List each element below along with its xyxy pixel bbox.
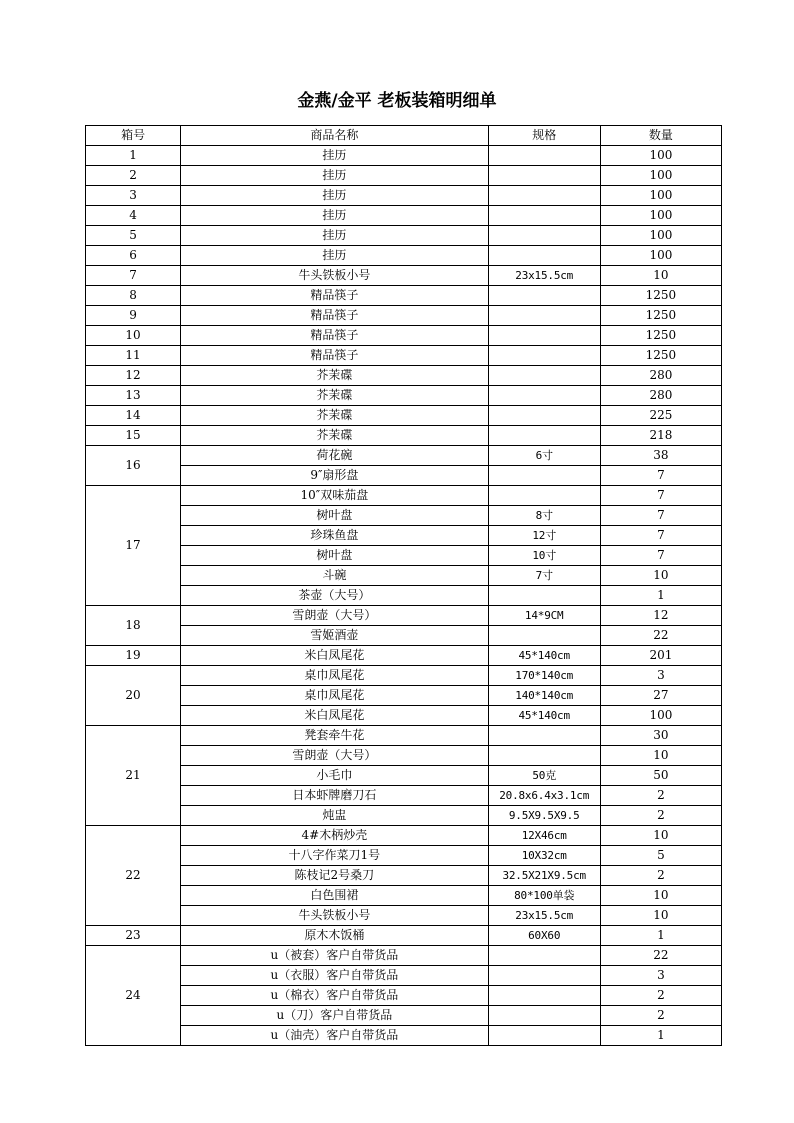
product-name-cell: 挂历	[181, 146, 488, 166]
quantity-cell: 10	[600, 266, 721, 286]
box-number-cell: 11	[86, 346, 181, 366]
quantity-cell: 1250	[600, 286, 721, 306]
spec-cell: 23x15.5cm	[488, 906, 600, 926]
quantity-cell: 1	[600, 1026, 721, 1046]
spec-cell: 9.5X9.5X9.5	[488, 806, 600, 826]
product-name-cell: u（油壳）客户自带货品	[181, 1026, 488, 1046]
box-number-cell: 13	[86, 386, 181, 406]
product-name-cell: 米白凤尾花	[181, 706, 488, 726]
spec-cell: 12X46cm	[488, 826, 600, 846]
product-name-cell: 树叶盘	[181, 546, 488, 566]
box-number-cell: 6	[86, 246, 181, 266]
spec-cell	[488, 466, 600, 486]
quantity-cell: 5	[600, 846, 721, 866]
spec-cell: 8寸	[488, 506, 600, 526]
quantity-cell: 10	[600, 826, 721, 846]
quantity-cell: 3	[600, 966, 721, 986]
table-row	[86, 726, 722, 746]
quantity-cell: 50	[600, 766, 721, 786]
product-name-cell: 荷花碗	[181, 446, 488, 466]
box-number-cell: 8	[86, 286, 181, 306]
table-row	[86, 886, 722, 906]
header-product-name: 商品名称	[181, 126, 488, 146]
product-name-cell: 小毛巾	[181, 766, 488, 786]
spec-cell: 45*140cm	[488, 646, 600, 666]
spec-cell	[488, 246, 600, 266]
product-name-cell: 斗碗	[181, 566, 488, 586]
quantity-cell: 100	[600, 706, 721, 726]
quantity-cell: 7	[600, 526, 721, 546]
spec-cell	[488, 346, 600, 366]
table-row	[86, 426, 722, 446]
table-row	[86, 346, 722, 366]
spec-cell: 10寸	[488, 546, 600, 566]
quantity-cell: 100	[600, 166, 721, 186]
quantity-cell: 27	[600, 686, 721, 706]
table-row	[86, 386, 722, 406]
product-name-cell: 树叶盘	[181, 506, 488, 526]
table-row	[86, 966, 722, 986]
spec-cell	[488, 186, 600, 206]
product-name-cell: 日本虾牌磨刀石	[181, 786, 488, 806]
quantity-cell: 218	[600, 426, 721, 446]
product-name-cell: 米白凤尾花	[181, 646, 488, 666]
box-number-cell: 17	[86, 486, 181, 606]
table-row	[86, 686, 722, 706]
table-row	[86, 946, 722, 966]
quantity-cell: 2	[600, 1006, 721, 1026]
box-number-cell: 19	[86, 646, 181, 666]
spec-cell	[488, 426, 600, 446]
spec-cell	[488, 146, 600, 166]
table-row	[86, 986, 722, 1006]
quantity-cell: 10	[600, 886, 721, 906]
quantity-cell: 38	[600, 446, 721, 466]
table-row	[86, 806, 722, 826]
product-name-cell: 精品筷子	[181, 306, 488, 326]
product-name-cell: 4#木柄炒壳	[181, 826, 488, 846]
product-name-cell: 茶壶（大号）	[181, 586, 488, 606]
product-name-cell: 精品筷子	[181, 346, 488, 366]
product-name-cell: 牛头铁板小号	[181, 906, 488, 926]
box-number-cell: 16	[86, 446, 181, 486]
spec-cell: 140*140cm	[488, 686, 600, 706]
product-name-cell: 桌巾凤尾花	[181, 666, 488, 686]
spec-cell	[488, 306, 600, 326]
table-row	[86, 446, 722, 466]
product-name-cell: 芥茉碟	[181, 366, 488, 386]
spec-cell	[488, 326, 600, 346]
table-row	[86, 406, 722, 426]
quantity-cell: 1250	[600, 346, 721, 366]
header-spec: 规格	[488, 126, 600, 146]
spec-cell	[488, 586, 600, 606]
box-number-cell: 22	[86, 826, 181, 926]
table-row	[86, 186, 722, 206]
quantity-cell: 7	[600, 506, 721, 526]
product-name-cell: 精品筷子	[181, 286, 488, 306]
box-number-cell: 9	[86, 306, 181, 326]
quantity-cell: 2	[600, 986, 721, 1006]
product-name-cell: 原木木饭桶	[181, 926, 488, 946]
box-number-cell: 5	[86, 226, 181, 246]
table-row	[86, 486, 722, 506]
product-name-cell: 雪姬酒壶	[181, 626, 488, 646]
table-row	[86, 166, 722, 186]
table-row	[86, 466, 722, 486]
product-name-cell: 9″扇形盘	[181, 466, 488, 486]
table-row	[86, 206, 722, 226]
product-name-cell: 牛头铁板小号	[181, 266, 488, 286]
table-row	[86, 766, 722, 786]
spec-cell	[488, 986, 600, 1006]
table-row	[86, 666, 722, 686]
quantity-cell: 2	[600, 786, 721, 806]
quantity-cell: 10	[600, 746, 721, 766]
box-number-cell: 2	[86, 166, 181, 186]
table-row	[86, 586, 722, 606]
spec-cell	[488, 726, 600, 746]
table-row	[86, 826, 722, 846]
product-name-cell: 芥茉碟	[181, 386, 488, 406]
product-name-cell: 雪朗壶（大号）	[181, 746, 488, 766]
product-name-cell: 精品筷子	[181, 326, 488, 346]
spec-cell	[488, 1026, 600, 1046]
packing-table	[85, 125, 722, 1046]
spec-cell	[488, 1006, 600, 1026]
spec-cell: 60X60	[488, 926, 600, 946]
box-number-cell: 3	[86, 186, 181, 206]
spec-cell	[488, 226, 600, 246]
table-row	[86, 606, 722, 626]
quantity-cell: 100	[600, 206, 721, 226]
quantity-cell: 1250	[600, 306, 721, 326]
quantity-cell: 30	[600, 726, 721, 746]
spec-cell: 10X32cm	[488, 846, 600, 866]
quantity-cell: 7	[600, 546, 721, 566]
spec-cell: 6寸	[488, 446, 600, 466]
quantity-cell: 100	[600, 186, 721, 206]
box-number-cell: 15	[86, 426, 181, 446]
table-row	[86, 1026, 722, 1046]
quantity-cell: 2	[600, 806, 721, 826]
spec-cell: 23x15.5cm	[488, 266, 600, 286]
table-row	[86, 1006, 722, 1026]
table-row	[86, 706, 722, 726]
spec-cell: 7寸	[488, 566, 600, 586]
quantity-cell: 1	[600, 586, 721, 606]
quantity-cell: 100	[600, 146, 721, 166]
quantity-cell: 100	[600, 246, 721, 266]
table-row	[86, 846, 722, 866]
product-name-cell: 陈枝记2号桑刀	[181, 866, 488, 886]
quantity-cell: 22	[600, 626, 721, 646]
product-name-cell: 珍珠鱼盘	[181, 526, 488, 546]
product-name-cell: 挂历	[181, 186, 488, 206]
product-name-cell: u（被套）客户自带货品	[181, 946, 488, 966]
table-row	[86, 746, 722, 766]
quantity-cell: 1250	[600, 326, 721, 346]
table-row	[86, 926, 722, 946]
quantity-cell: 280	[600, 366, 721, 386]
table-row	[86, 906, 722, 926]
table-row	[86, 306, 722, 326]
table-row	[86, 506, 722, 526]
quantity-cell: 10	[600, 906, 721, 926]
box-number-cell: 18	[86, 606, 181, 646]
product-name-cell: 炖盅	[181, 806, 488, 826]
table-row	[86, 366, 722, 386]
quantity-cell: 201	[600, 646, 721, 666]
spec-cell: 32.5X21X9.5cm	[488, 866, 600, 886]
table-row	[86, 786, 722, 806]
spec-cell	[488, 366, 600, 386]
box-number-cell: 12	[86, 366, 181, 386]
product-name-cell: 白色围裙	[181, 886, 488, 906]
table-row	[86, 646, 722, 666]
product-name-cell: 挂历	[181, 246, 488, 266]
table-row	[86, 546, 722, 566]
product-name-cell: 凳套牵牛花	[181, 726, 488, 746]
table-row	[86, 866, 722, 886]
quantity-cell: 280	[600, 386, 721, 406]
spec-cell	[488, 626, 600, 646]
box-number-cell: 24	[86, 946, 181, 1046]
quantity-cell: 22	[600, 946, 721, 966]
box-number-cell: 21	[86, 726, 181, 826]
quantity-cell: 10	[600, 566, 721, 586]
spec-cell	[488, 746, 600, 766]
box-number-cell: 23	[86, 926, 181, 946]
spec-cell	[488, 946, 600, 966]
spec-cell: 80*100单袋	[488, 886, 600, 906]
product-name-cell: 芥茉碟	[181, 426, 488, 446]
box-number-cell: 10	[86, 326, 181, 346]
header-box-number: 箱号	[86, 126, 181, 146]
product-name-cell: 桌巾凤尾花	[181, 686, 488, 706]
box-number-cell: 20	[86, 666, 181, 726]
product-name-cell: 挂历	[181, 166, 488, 186]
spec-cell	[488, 286, 600, 306]
spec-cell: 12寸	[488, 526, 600, 546]
table-row	[86, 566, 722, 586]
quantity-cell: 3	[600, 666, 721, 686]
table-row	[86, 266, 722, 286]
box-number-cell: 1	[86, 146, 181, 166]
quantity-cell: 12	[600, 606, 721, 626]
header-quantity: 数量	[600, 126, 721, 146]
product-name-cell: 挂历	[181, 226, 488, 246]
product-name-cell: 十八字作菜刀1号	[181, 846, 488, 866]
box-number-cell: 14	[86, 406, 181, 426]
box-number-cell: 7	[86, 266, 181, 286]
product-name-cell: 芥茉碟	[181, 406, 488, 426]
quantity-cell: 1	[600, 926, 721, 946]
table-row	[86, 526, 722, 546]
spec-cell: 20.8x6.4x3.1cm	[488, 786, 600, 806]
table-row	[86, 226, 722, 246]
spec-cell	[488, 386, 600, 406]
box-number-cell: 4	[86, 206, 181, 226]
spec-cell: 45*140cm	[488, 706, 600, 726]
product-name-cell: 10″双味茄盘	[181, 486, 488, 506]
spec-cell	[488, 166, 600, 186]
product-name-cell: u（刀）客户自带货品	[181, 1006, 488, 1026]
spec-cell: 50克	[488, 766, 600, 786]
product-name-cell: 雪朗壶（大号）	[181, 606, 488, 626]
spec-cell: 14*9CM	[488, 606, 600, 626]
table-row	[86, 246, 722, 266]
table-header-row	[86, 126, 722, 146]
page-title: 金燕/金平 老板装箱明细单	[297, 91, 497, 111]
quantity-cell: 7	[600, 486, 721, 506]
table-row	[86, 286, 722, 306]
table-body	[86, 146, 722, 1046]
spec-cell	[488, 966, 600, 986]
quantity-cell: 7	[600, 466, 721, 486]
spec-cell	[488, 406, 600, 426]
table-row	[86, 326, 722, 346]
spec-cell	[488, 486, 600, 506]
table-row	[86, 146, 722, 166]
quantity-cell: 100	[600, 226, 721, 246]
product-name-cell: u（棉衣）客户自带货品	[181, 986, 488, 1006]
table-row	[86, 626, 722, 646]
product-name-cell: u（衣服）客户自带货品	[181, 966, 488, 986]
quantity-cell: 2	[600, 866, 721, 886]
product-name-cell: 挂历	[181, 206, 488, 226]
quantity-cell: 225	[600, 406, 721, 426]
spec-cell: 170*140cm	[488, 666, 600, 686]
spec-cell	[488, 206, 600, 226]
